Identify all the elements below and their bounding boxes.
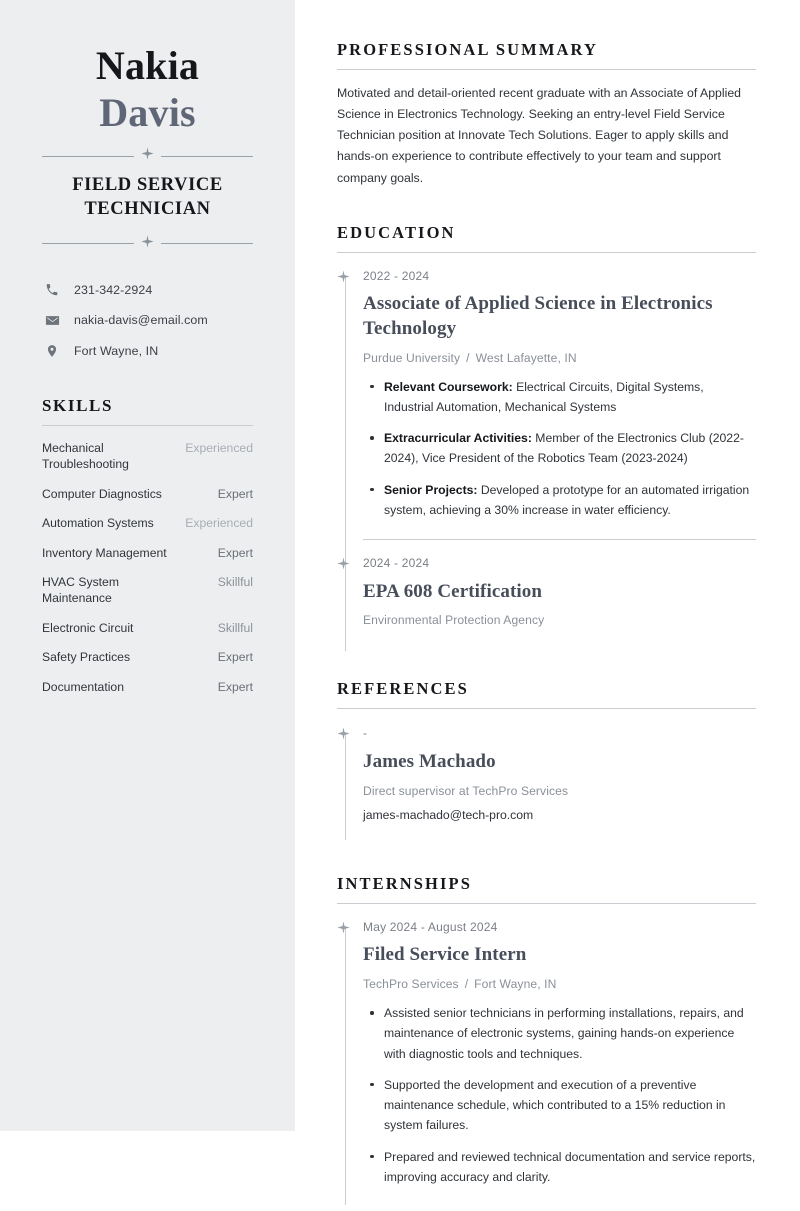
first-name: Nakia [95,43,200,88]
skill-name: Automation Systems [42,516,154,531]
skill-level: Skillful [217,620,253,635]
reference-entry [363,726,756,845]
education-entry [363,556,756,651]
ornament-divider-top [42,147,253,165]
bullet-item: Assisted senior technicians in performing installations, repairs, and maintenance of electronic systems, gaining hands-on experience with diagnostic tools and techniques. [363,1003,756,1064]
entry-org: Environmental Protection Agency [363,613,545,628]
section-rule [337,252,756,253]
education-timeline [337,269,756,652]
section-professional-summary [337,40,756,189]
sparkle-icon [337,727,350,745]
section-education [337,223,756,652]
skill-name: Electronic Circuit [42,620,134,635]
skill-name: Mechanical Troubleshooting [42,440,129,472]
section-heading: PROFESSIONAL SUMMARY [337,40,598,59]
entry-date: - [363,726,368,741]
phone-value: 231-342-2924 [74,282,153,297]
spacer [363,822,756,844]
bullet-text: Developed a prototype for an automated irrigation system, achieving a 30% increase in water efficiency. [384,482,750,517]
internships-timeline [337,920,756,1211]
entry-org: Purdue University [363,350,461,365]
skill-name: Safety Practices [42,650,131,665]
section-heading: REFERENCES [337,679,469,699]
entry-title: Filed Service Intern [363,944,527,966]
sparkle-icon [337,921,350,939]
ornament-divider-bottom [42,235,253,253]
entry-bullets [363,377,756,521]
skill-name: Documentation [42,679,124,694]
section-heading: EDUCATION [337,222,456,242]
skill-level: Expert [217,486,253,501]
skill-level: Skillful [217,574,253,589]
entry-meta: Direct supervisor at TechPro Services [363,783,569,798]
sparkle-icon [141,147,154,165]
skill-level: Expert [217,650,253,665]
section-heading: INTERNSHIPS [337,873,472,893]
contact-email[interactable] [42,313,253,328]
name-block [42,42,253,136]
entry-date: 2022 - 2024 [363,268,430,283]
bullet-item: Supported the development and execution of a preventive maintenance schedule, which contributed to a 15% reduction in system failures. [363,1075,756,1136]
skill-item [42,545,253,561]
entry-meta [363,351,756,365]
divider-line-left [42,156,134,157]
entry-meta [363,613,756,627]
entry-org: TechPro Services [363,977,459,992]
location-pin-icon [42,344,62,358]
skill-item [42,679,253,695]
meta-separator: / [466,350,470,365]
meta-separator: / [464,977,469,992]
job-title-line-2: TECHNICIAN [84,198,211,219]
divider-line-left [42,243,134,244]
bullet-label: Extracurricular Activities: [384,431,532,446]
entry-title: EPA 608 Certification [363,580,543,602]
entry-title: James Machado [363,751,496,773]
bullet-item [363,377,756,418]
email-value: nakia-davis@email.com [74,313,208,328]
sparkle-icon [337,270,350,288]
spacer [337,189,756,223]
contact-location[interactable] [42,344,253,358]
entry-meta [363,977,756,991]
entry-bullets [363,1003,756,1187]
section-rule [337,708,756,709]
bullet-label: Senior Projects: [384,482,478,497]
email-icon [42,313,62,328]
skill-item [42,574,253,607]
sparkle-icon [337,557,350,575]
skill-level: Expert [217,545,253,560]
entry-date: May 2024 - August 2024 [363,919,498,934]
job-title-line-1: FIELD SERVICE [72,175,223,196]
skill-item [42,486,253,502]
spacer [337,846,756,874]
entry-date: 2024 - 2024 [363,556,430,571]
skill-name: Inventory Management [42,545,167,560]
skill-item [42,649,253,665]
section-internships [337,874,756,1211]
skills-heading: SKILLS [42,395,114,415]
divider-line-right [161,243,253,244]
skill-item [42,620,253,636]
sparkle-icon [141,235,154,253]
skill-level: Experienced [185,440,253,455]
phone-icon [42,283,62,297]
main-column [295,0,800,1184]
skill-level: Experienced [185,516,253,531]
references-timeline [337,726,756,845]
bullet-text: Electrical Circuits, Digital Systems, Industrial Automation, Mechanical Systems [384,379,704,414]
bullet-label: Relevant Coursework: [384,379,513,394]
skill-name: Computer Diagnostics [42,486,162,501]
summary-text: Motivated and detail-oriented recent graduate with an Associate of Applied Science in Electronics Technology. Seeking an entry-level Field Service Technician position at Innovate Tech Solutions. Eager to apply skills and hands-on experience to contribute effectively to your team and support company goals. [337,86,742,185]
spacer [363,627,756,649]
spacer [363,1187,756,1209]
location-value: Fort Wayne, IN [74,343,159,358]
bullet-text: Member of the Electronics Club (2022-2024), Vice President of the Robotics Team (2023-2024) [384,431,744,466]
bullet-item [363,480,756,521]
entry-title: Associate of Applied Science in Electronics Technology [363,293,713,339]
bullet-item [363,428,756,469]
skills-list [42,440,253,696]
skills-rule [42,425,253,426]
education-entry [363,269,756,522]
section-rule [337,903,756,904]
last-name: Davis [99,90,196,136]
skill-name: HVAC System Maintenance [42,574,119,606]
reference-email[interactable]: james-machado@tech-pro.com [363,807,534,822]
contact-list [42,283,253,358]
section-references [337,679,756,845]
skill-item [42,440,253,473]
skill-item [42,515,253,531]
section-rule [337,69,756,70]
job-title [42,174,253,220]
entry-location: Fort Wayne, IN [474,977,557,992]
spacer [337,651,756,679]
entry-location: West Lafayette, IN [475,350,577,365]
sidebar [0,0,295,1131]
bullet-item: Prepared and reviewed technical documentation and service reports, improving accuracy and clarity. [363,1147,756,1188]
contact-phone[interactable] [42,283,253,297]
divider-line-right [161,156,253,157]
skill-level: Expert [217,679,253,694]
internship-entry [363,920,756,1211]
entry-separator [363,539,756,540]
